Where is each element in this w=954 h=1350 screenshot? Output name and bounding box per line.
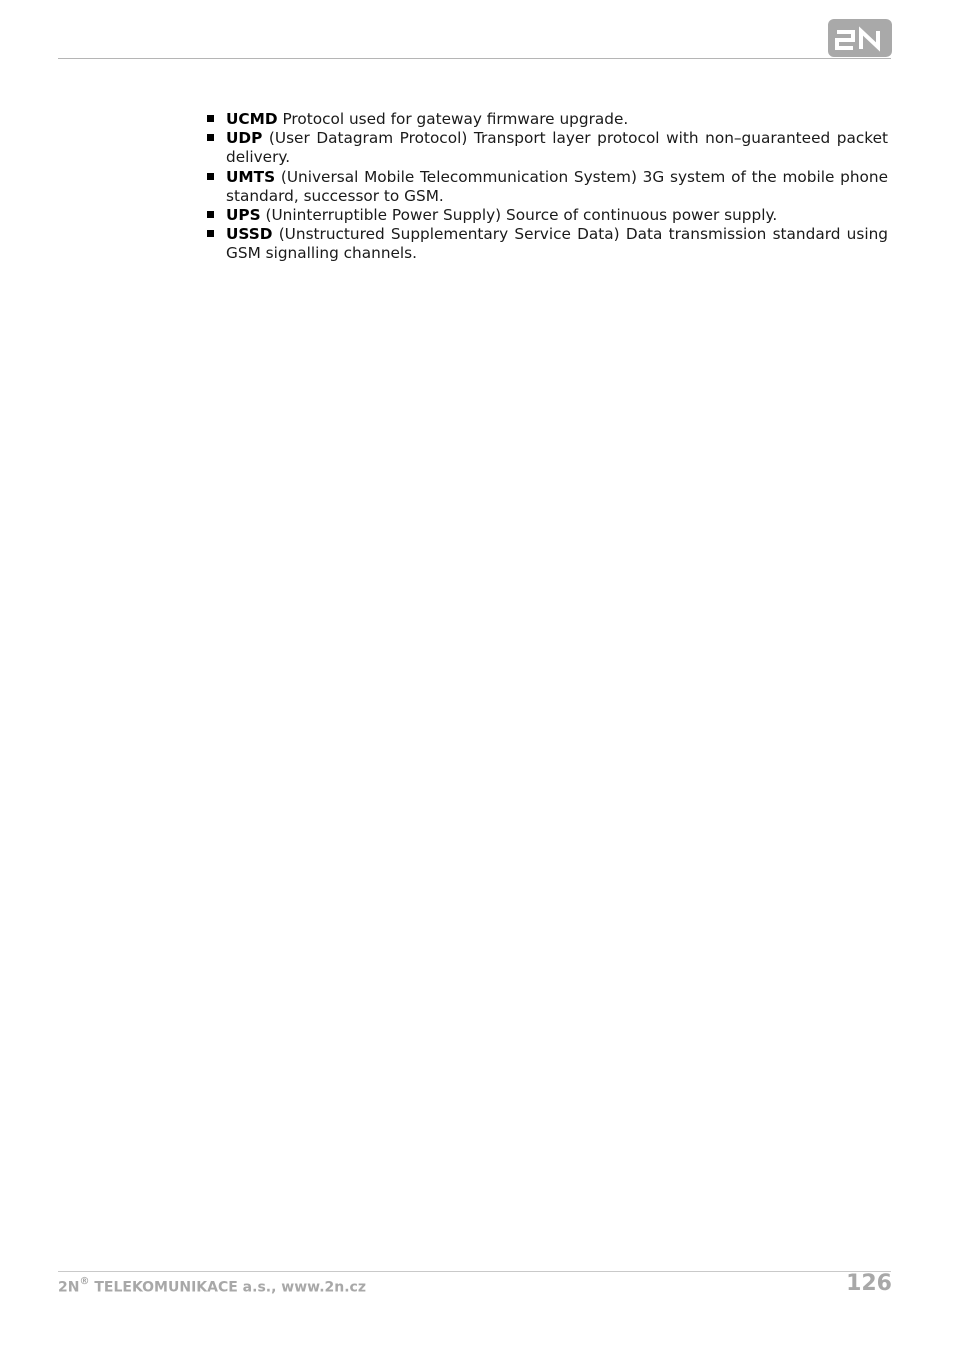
glossary-definition: Protocol used for gateway firmware upgrade. bbox=[277, 110, 629, 128]
registered-mark: ® bbox=[79, 1276, 90, 1287]
list-item bbox=[205, 129, 888, 167]
header-divider bbox=[58, 58, 891, 59]
list-item bbox=[205, 168, 888, 206]
footer-company-text: TELEKOMUNIKACE a.s., www.2n.cz bbox=[89, 1279, 366, 1296]
list-item bbox=[205, 110, 888, 129]
glossary-term: UPS bbox=[226, 206, 261, 225]
glossary-definition: (Uninterruptible Power Supply) Source of continuous power supply. bbox=[260, 206, 778, 225]
square-bullet-icon bbox=[207, 211, 214, 218]
page-number: 126 bbox=[846, 1271, 892, 1296]
glossary-definition: (Universal Mobile Telecommunication System) 3G system of the mobile phone standard, successor to GSM. bbox=[226, 167, 888, 205]
glossary-list bbox=[205, 110, 888, 264]
glossary-term: UCMD bbox=[226, 110, 278, 128]
footer-company bbox=[58, 1278, 366, 1296]
list-item bbox=[205, 206, 888, 225]
square-bullet-icon bbox=[207, 173, 214, 180]
square-bullet-icon bbox=[207, 115, 214, 122]
glossary-term: UMTS bbox=[226, 167, 276, 186]
glossary-definition: (User Datagram Protocol) Transport layer protocol with non–guaranteed packet delivery. bbox=[226, 129, 888, 167]
glossary-term: UDP bbox=[226, 129, 263, 148]
square-bullet-icon bbox=[207, 134, 214, 141]
square-bullet-icon bbox=[207, 230, 214, 237]
footer-brand: 2N bbox=[58, 1279, 80, 1296]
glossary-term: USSD bbox=[226, 225, 273, 244]
2n-logo-icon bbox=[828, 19, 892, 57]
glossary-definition: (Unstructured Supplementary Service Data) Data transmission standard using GSM signalling channels. bbox=[226, 225, 888, 263]
list-item bbox=[205, 225, 888, 263]
footer-divider bbox=[58, 1271, 891, 1272]
